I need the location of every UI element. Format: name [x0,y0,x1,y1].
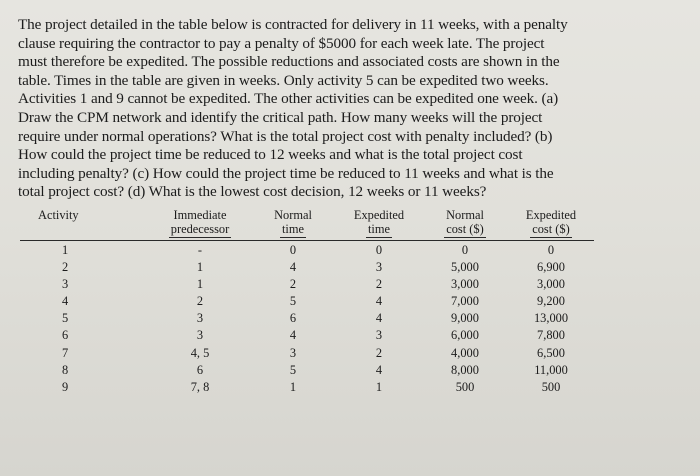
table-row [20,327,594,344]
table-header-row [20,208,594,241]
cell-normal-cost: 4,000 [451,345,479,360]
problem-line: How could the project time be reduced to 12 weeks and what is the total project cost [18,146,523,164]
cell-activity: 7 [62,345,69,360]
cell-expedited-cost: 0 [547,242,555,257]
table-row [20,361,594,378]
cell-predecessor: - [197,242,203,257]
cell-normal-time: 1 [289,380,297,395]
cell-expedited-cost: 3,000 [537,276,565,291]
cell-expedited-time: 1 [375,380,383,395]
header-expedited-cost: Expedited cost ($) [525,207,577,236]
cell-activity: 4 [62,294,69,309]
cell-normal-cost: 5,000 [451,259,479,274]
activity-table [20,208,594,396]
cell-predecessor: 7, 8 [190,380,210,395]
cell-predecessor: 1 [196,259,204,274]
cell-expedited-time: 3 [375,328,383,343]
cell-normal-time: 5 [289,362,297,377]
problem-line: total project cost? (d) What is the lowest cost decision, 12 weeks or 11 weeks? [18,183,487,201]
problem-line: including penalty? (c) How could the project time be reduced to 11 weeks and what is the [18,164,554,182]
cell-normal-cost: 0 [461,242,469,257]
cell-activity: 2 [62,259,69,274]
cell-predecessor: 6 [196,362,204,377]
cell-normal-time: 5 [289,294,297,309]
cell-expedited-cost: 7,800 [537,328,565,343]
table-row [20,258,594,275]
cell-expedited-cost: 9,200 [537,294,565,309]
problem-line: The project detailed in the table below is contracted for delivery in 11 weeks, with a penalty [18,16,568,33]
cell-expedited-time: 0 [375,242,383,257]
cell-activity: 1 [62,242,69,257]
cell-expedited-time: 4 [375,311,383,326]
header-predecessor: Immediate predecessor [170,207,230,236]
cell-expedited-cost: 500 [541,380,561,395]
cell-expedited-time: 3 [375,259,383,274]
cell-activity: 3 [62,276,69,291]
cell-normal-cost: 3,000 [451,276,479,291]
header-expedited-time: Expedited time [353,207,405,236]
table-row [20,293,594,310]
cell-activity: 6 [62,328,69,343]
cell-expedited-time: 2 [375,276,383,291]
header-activity: Activity [38,207,79,222]
cell-expedited-cost: 6,500 [537,345,565,360]
table-row [20,344,594,361]
cell-normal-cost: 6,000 [451,328,479,343]
problem-line: Draw the CPM network and identify the critical path. How many weeks will the project [18,108,543,126]
cell-normal-cost: 9,000 [451,311,479,326]
cell-normal-cost: 7,000 [451,294,479,309]
cell-normal-time: 6 [289,311,297,326]
cell-predecessor: 2 [196,294,204,309]
header-normal-cost: Normal cost ($) [446,207,484,236]
cell-activity: 9 [62,380,69,395]
cell-expedited-time: 4 [375,294,383,309]
problem-statement [18,16,690,202]
cell-normal-cost: 500 [455,380,475,395]
cell-normal-cost: 8,000 [451,362,479,377]
cell-expedited-cost: 11,000 [534,362,568,377]
cell-expedited-cost: 13,000 [533,311,569,326]
table-row [20,310,594,327]
problem-line: Activities 1 and 9 cannot be expedited. The other activities can be expedited one week. (a) [18,90,559,108]
cell-expedited-time: 2 [375,345,383,360]
header-normal-time: Normal time [274,207,312,236]
table-row [20,378,594,395]
cell-predecessor: 3 [196,311,204,326]
problem-line: require under normal operations? What is the total project cost with penalty included? (b) [18,127,553,145]
cell-activity: 5 [62,311,69,326]
table-row [20,241,594,258]
table-body [20,241,594,396]
table-row [20,275,594,292]
cell-expedited-cost: 6,900 [537,259,565,274]
problem-line: table. Times in the table are given in weeks. Only activity 5 can be expedited two weeks. [18,71,549,89]
cell-predecessor: 1 [196,276,204,291]
cell-expedited-time: 4 [375,362,383,377]
cell-predecessor: 4, 5 [190,345,210,360]
cell-predecessor: 3 [196,328,204,343]
cell-normal-time: 2 [289,276,297,291]
problem-line: must therefore be expedited. The possible reductions and associated costs are shown in the [18,53,560,71]
cell-activity: 8 [62,362,69,377]
cell-normal-time: 4 [289,328,297,343]
cell-normal-time: 4 [289,259,297,274]
problem-line: clause requiring the contractor to pay a penalty of $5000 for each week late. The project [18,34,545,52]
cell-normal-time: 3 [289,345,297,360]
cell-normal-time: 0 [289,242,297,257]
